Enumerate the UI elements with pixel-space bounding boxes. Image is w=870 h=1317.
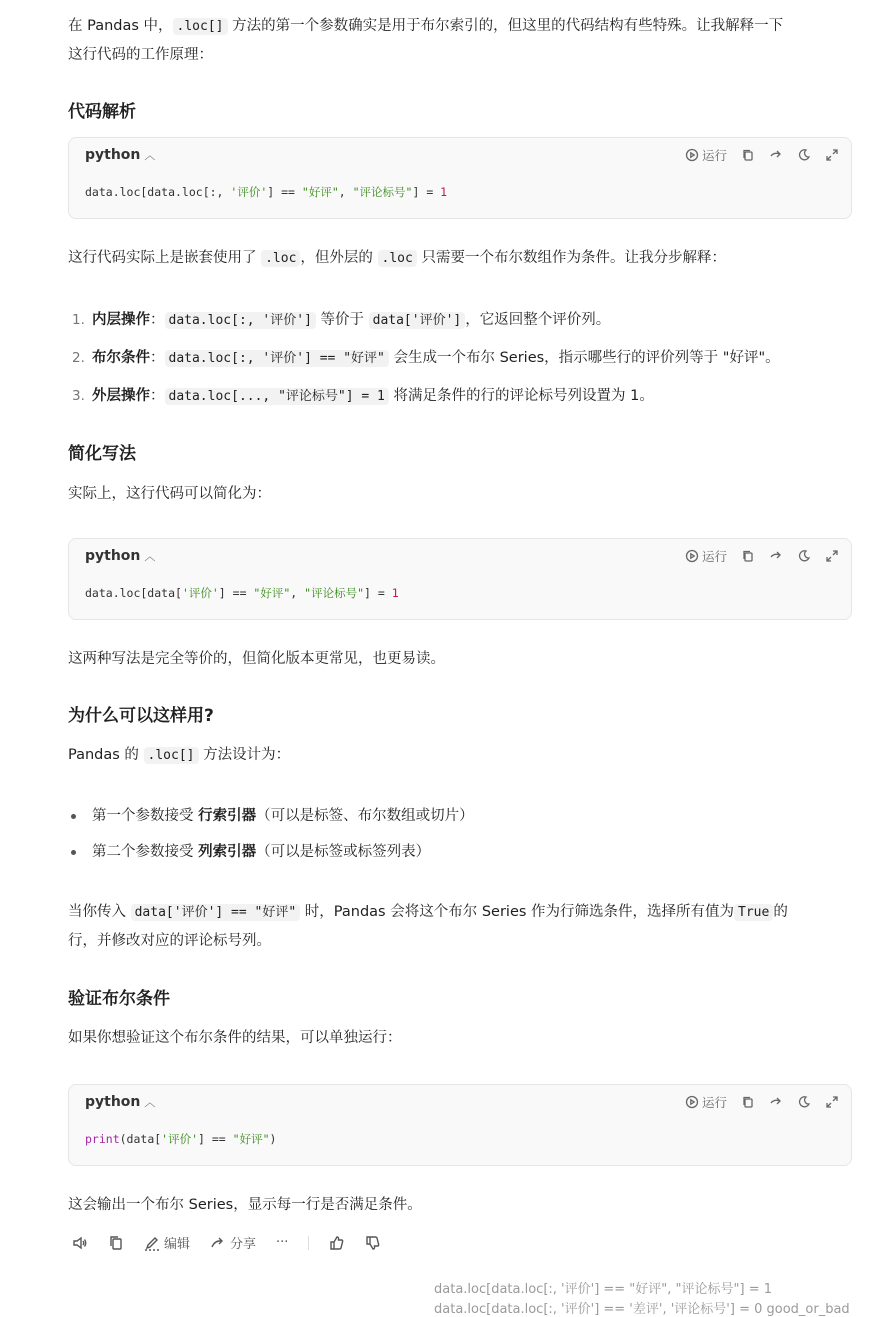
paragraph: 实际上，这行代码可以简化为：: [68, 486, 271, 502]
code-content: print(data['评价'] == "好评"): [85, 1132, 277, 1146]
suggestion-item[interactable]: data.loc[data.loc[:, '评价'] == "好评", "评论标号"] = 1: [434, 1282, 772, 1297]
list-number: 3.: [72, 388, 85, 404]
thumbs-down-icon[interactable]: [365, 1235, 381, 1251]
run-label: 运行: [701, 1095, 727, 1110]
code-language-toggle[interactable]: [85, 548, 155, 564]
intro-text: 这行代码的工作原理：: [68, 47, 213, 63]
run-button[interactable]: [685, 547, 727, 565]
share-button[interactable]: [210, 1233, 256, 1252]
inline-code: data.loc[:, '评价'] == "好评": [165, 350, 389, 367]
more-button[interactable]: ···: [276, 1235, 289, 1250]
edit-button[interactable]: [144, 1233, 190, 1252]
explain-paragraph: 这行代码实际上是嵌套使用了 .loc ，但外层的 .loc 只需要一个布尔数组作为条件。让我分步解释：: [68, 250, 726, 266]
theme-icon[interactable]: [797, 1095, 811, 1109]
code-toolbar: [685, 547, 839, 565]
paragraph: 这两种写法是完全等价的，但简化版本更常见，也更易读。: [68, 651, 445, 667]
copy-icon[interactable]: [741, 1095, 755, 1109]
share-arrow-icon[interactable]: [769, 148, 783, 162]
inline-code: data.loc[:, '评价']: [165, 312, 316, 329]
inline-code: .loc[]: [173, 18, 228, 35]
code-toolbar: [685, 1093, 839, 1111]
run-label: 运行: [701, 549, 727, 564]
code-toolbar: [685, 146, 839, 164]
copy-icon[interactable]: [108, 1235, 124, 1251]
expand-icon[interactable]: [825, 148, 839, 162]
section-heading: 代码解析: [68, 102, 136, 122]
code-language-label: python: [85, 1094, 141, 1110]
divider: [308, 1236, 309, 1250]
intro-text: 在 Pandas 中，: [68, 18, 173, 34]
run-button[interactable]: [685, 1093, 727, 1111]
suggestion-item[interactable]: data.loc[data.loc[:, '评价'] == '差评', '评论标号'] = 0 good_or_bad: [434, 1302, 850, 1317]
intro-text: 方法的第一个参数确实是用于布尔索引的，但这里的代码结构有些特殊。让我解释一下: [227, 18, 784, 34]
inline-code: data.loc[..., "评论标号"] = 1: [165, 388, 389, 405]
play-icon: [685, 148, 699, 162]
share-arrow-icon[interactable]: [769, 1095, 783, 1109]
list-number: 2.: [72, 350, 85, 366]
section-heading: 简化写法: [68, 444, 136, 464]
inline-code: True: [734, 904, 773, 921]
expand-icon[interactable]: [825, 549, 839, 563]
inline-code: .loc: [378, 250, 417, 267]
share-icon: [210, 1235, 226, 1251]
theme-icon[interactable]: [797, 549, 811, 563]
paragraph: 这会输出一个布尔 Series，显示每一行是否满足条件。: [68, 1197, 422, 1213]
list-number: 1.: [72, 312, 85, 328]
inline-code: .loc: [261, 250, 300, 267]
chevron-up-icon: ︿: [144, 149, 156, 162]
theme-icon[interactable]: [797, 148, 811, 162]
edit-label: 编辑: [164, 1237, 191, 1252]
bullet-dot: [71, 814, 76, 819]
inline-code: data['评价'] == "好评": [131, 904, 301, 921]
code-block: [68, 1084, 852, 1166]
speaker-icon[interactable]: [72, 1235, 88, 1251]
code-block: [68, 538, 852, 620]
code-language-label: python: [85, 548, 141, 564]
inline-code: .loc[]: [144, 747, 199, 764]
expand-icon[interactable]: [825, 1095, 839, 1109]
play-icon: [685, 1095, 699, 1109]
share-label: 分享: [230, 1237, 257, 1252]
code-language-toggle[interactable]: [85, 147, 155, 163]
code-content: data.loc[data['评价'] == "好评", "评论标号"] = 1: [85, 586, 399, 600]
copy-icon[interactable]: [741, 148, 755, 162]
chevron-up-icon: ︿: [144, 550, 156, 563]
run-button[interactable]: [685, 146, 727, 164]
section-heading: 为什么可以这样用?: [68, 706, 214, 726]
inline-code: data['评价']: [369, 312, 466, 329]
play-icon: [685, 549, 699, 563]
run-label: 运行: [701, 148, 727, 163]
copy-icon[interactable]: [741, 549, 755, 563]
share-arrow-icon[interactable]: [769, 549, 783, 563]
thumbs-up-icon[interactable]: [329, 1235, 345, 1251]
code-language-toggle[interactable]: [85, 1094, 155, 1110]
chevron-up-icon: ︿: [144, 1096, 156, 1109]
message-action-bar: [72, 1233, 381, 1252]
paragraph: 当你传入 data['评价'] == "好评" 时，Pandas 会将这个布尔 Series 作为行筛选条件，选择所有值为 True 的 行，并修改对应的评论标号列。: [68, 904, 788, 949]
code-block: [68, 137, 852, 219]
section-heading: 验证布尔条件: [68, 989, 170, 1009]
intro-paragraph: [68, 12, 783, 69]
code-content: data.loc[data.loc[:, '评价'] == "好评", "评论标号"] = 1: [85, 185, 448, 199]
code-language-label: python: [85, 147, 141, 163]
paragraph: Pandas 的 .loc[] 方法设计为：: [68, 747, 291, 763]
paragraph: 如果你想验证这个布尔条件的结果，可以单独运行：: [68, 1030, 402, 1046]
bullet-dot: [71, 850, 76, 855]
edit-icon: [144, 1235, 160, 1251]
